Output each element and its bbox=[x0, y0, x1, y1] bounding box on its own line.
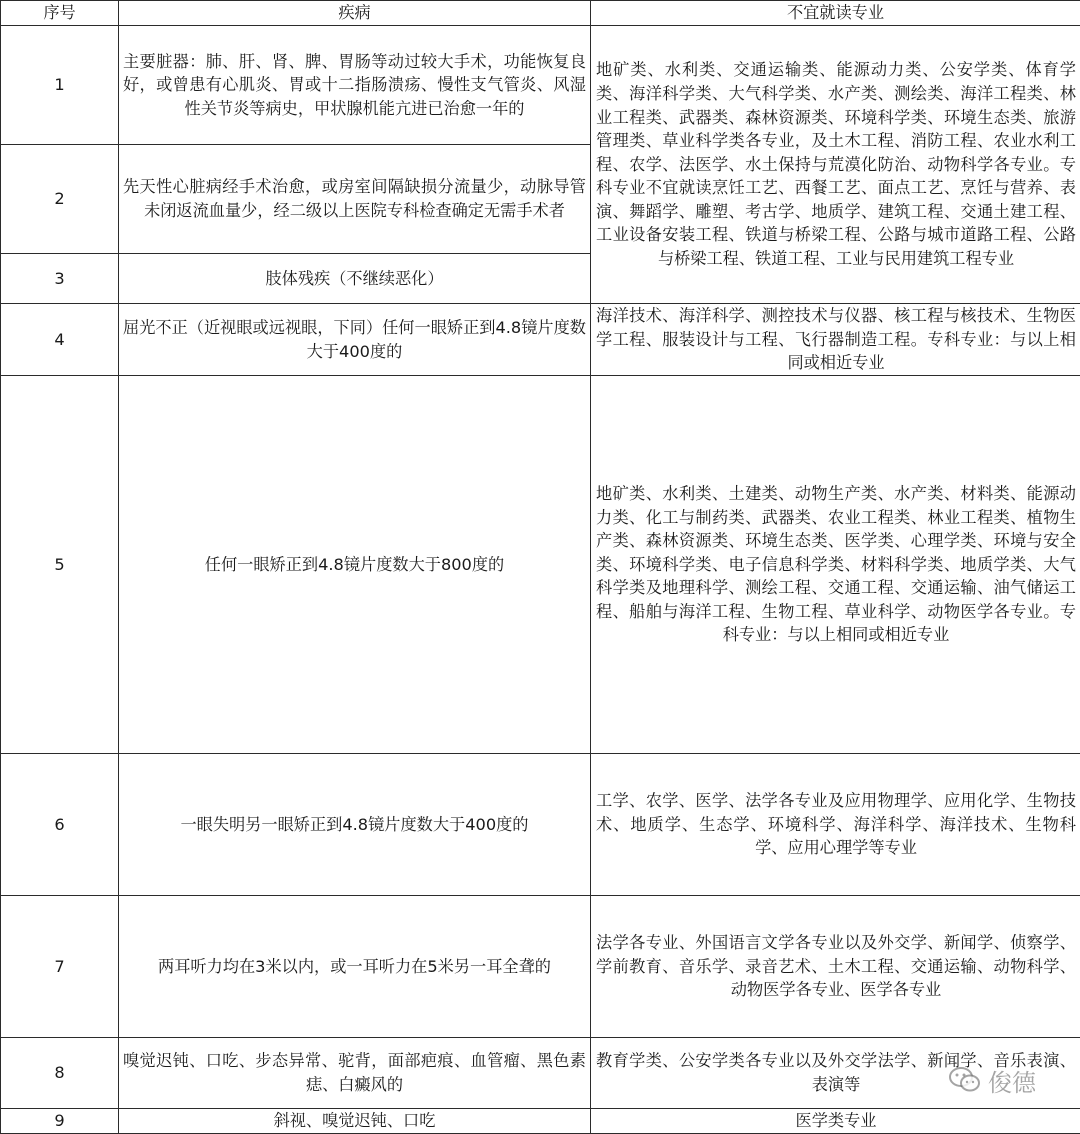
row-num: 2 bbox=[1, 145, 119, 254]
table-row bbox=[1, 1038, 1080, 1109]
row-num: 3 bbox=[1, 254, 119, 304]
row-majors-merged: 地矿类、水利类、交通运输类、能源动力类、公安学类、体育学类、海洋科学类、大气科学类、水产类、测绘类、海洋工程类、林业工程类、武器类、森林资源类、环境科学类、环境生态类、旅游管理类、草业科学类各专业，及土木工程、消防工程、农业水利工程、农学、法医学、水土保持与荒漠化防治、动物科学各专业。专科专业不宜就读烹饪工艺、西餐工艺、面点工艺、烹饪与营养、表演、舞蹈学、雕塑、考古学、地质学、建筑工程、交通土建工程、工业设备安装工程、铁道与桥梁工程、公路与城市道路工程、公路与桥梁工程、铁道工程、工业与民用建筑工程专业 bbox=[591, 26, 1080, 304]
row-disease: 先天性心脏病经手术治愈，或房室间隔缺损分流量少，动脉导管未闭返流血量少，经二级以上医院专科检查确定无需手术者 bbox=[119, 145, 591, 254]
row-num: 1 bbox=[1, 26, 119, 145]
row-majors: 医学类专业 bbox=[591, 1109, 1080, 1134]
row-majors: 地矿类、水利类、土建类、动物生产类、水产类、材料类、能源动力类、化工与制药类、武器类、农业工程类、林业工程类、植物生产类、森林资源类、环境生态类、医学类、心理学类、环境与安全类、环境科学类、电子信息科学类、材料科学类、地质学类、大气科学类及地理科学、测绘工程、交通工程、交通运输、油气储运工程、船舶与海洋工程、生物工程、草业科学、动物医学各专业。专科专业：与以上相同或相近专业 bbox=[591, 376, 1080, 754]
row-disease: 两耳听力均在3米以内，或一耳听力在5米另一耳全聋的 bbox=[119, 896, 591, 1038]
row-disease: 屈光不正（近视眼或远视眼，下同）任何一眼矫正到4.8镜片度数大于400度的 bbox=[119, 304, 591, 376]
row-disease: 嗅觉迟钝、口吃、步态异常、驼背，面部疤痕、血管瘤、黑色素痣、白癜风的 bbox=[119, 1038, 591, 1109]
table-row bbox=[1, 376, 1080, 754]
table-row bbox=[1, 1109, 1080, 1134]
header-disease: 疾病 bbox=[119, 1, 591, 26]
table-row bbox=[1, 304, 1080, 376]
row-majors: 法学各专业、外国语言文学各专业以及外交学、新闻学、侦察学、学前教育、音乐学、录音艺术、土木工程、交通运输、动物科学、动物医学各专业、医学各专业 bbox=[591, 896, 1080, 1038]
watermark-text: 俊德 bbox=[988, 1063, 1036, 1098]
row-disease: 任何一眼矫正到4.8镜片度数大于800度的 bbox=[119, 376, 591, 754]
table-header-row bbox=[1, 1, 1080, 26]
row-disease: 肢体残疾（不继续恶化） bbox=[119, 254, 591, 304]
row-disease: 主要脏器：肺、肝、肾、脾、胃肠等动过较大手术，功能恢复良好，或曾患有心肌炎、胃或十二指肠溃疡、慢性支气管炎、风湿性关节炎等病史，甲状腺机能亢进已治愈一年的 bbox=[119, 26, 591, 145]
row-majors: 工学、农学、医学、法学各专业及应用物理学、应用化学、生物技术、地质学、生态学、环境科学、海洋科学、海洋技术、生物科学、应用心理学等专业 bbox=[591, 754, 1080, 896]
table-row bbox=[1, 754, 1080, 896]
header-majors: 不宜就读专业 bbox=[591, 1, 1080, 26]
row-num: 9 bbox=[1, 1109, 119, 1134]
row-disease: 一眼失明另一眼矫正到4.8镜片度数大于400度的 bbox=[119, 754, 591, 896]
row-num: 7 bbox=[1, 896, 119, 1038]
row-num: 6 bbox=[1, 754, 119, 896]
row-majors: 教育学类、公安学类各专业以及外交学法学、新闻学、音乐表演、表演等 bbox=[591, 1038, 1080, 1109]
header-num: 序号 bbox=[1, 1, 119, 26]
row-num: 8 bbox=[1, 1038, 119, 1109]
table-row bbox=[1, 26, 1080, 145]
row-num: 5 bbox=[1, 376, 119, 754]
row-disease: 斜视、嗅觉迟钝、口吃 bbox=[119, 1109, 591, 1134]
row-majors: 海洋技术、海洋科学、测控技术与仪器、核工程与核技术、生物医学工程、服装设计与工程、飞行器制造工程。专科专业：与以上相同或相近专业 bbox=[591, 304, 1080, 376]
row-num: 4 bbox=[1, 304, 119, 376]
table-row bbox=[1, 896, 1080, 1038]
